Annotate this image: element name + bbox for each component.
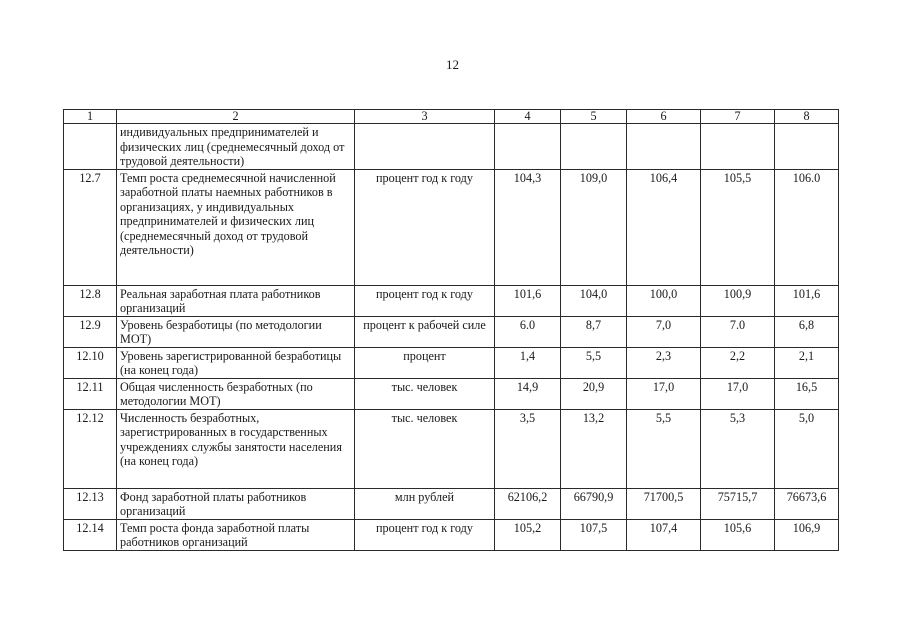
table-row: [64, 285, 839, 316]
indicator-cell: индивидуальных предпринимателей и физических лиц (среднемесячный доход от трудовой деятельности): [117, 124, 355, 170]
table-row: [64, 488, 839, 519]
value-cell-col7: 2,2: [701, 347, 775, 378]
indicator-cell: Уровень зарегистрированной безработицы (на конец года): [117, 347, 355, 378]
indicator-cell: Общая численность безработных (по методологии МОТ): [117, 378, 355, 409]
value-cell-col8: 106.0: [775, 169, 839, 285]
value-cell-col8: [775, 124, 839, 170]
value-cell-col4: 6.0: [495, 316, 561, 347]
value-cell-col6: 107,4: [627, 519, 701, 550]
header-cell: 4: [495, 110, 561, 124]
value-cell-col7: 75715,7: [701, 488, 775, 519]
header-cell: 6: [627, 110, 701, 124]
row-number-cell: 12.9: [64, 316, 117, 347]
row-number-cell: 12.10: [64, 347, 117, 378]
table-row: [64, 316, 839, 347]
value-cell-col7: [701, 124, 775, 170]
value-cell-col6: 2,3: [627, 347, 701, 378]
value-cell-col7: 7.0: [701, 316, 775, 347]
header-cell: 5: [561, 110, 627, 124]
header-cell: 7: [701, 110, 775, 124]
value-cell-col4: 1,4: [495, 347, 561, 378]
value-cell-col7: 5,3: [701, 409, 775, 488]
row-number-cell: 12.13: [64, 488, 117, 519]
table-row: [64, 378, 839, 409]
row-number-cell: 12.8: [64, 285, 117, 316]
indicator-cell: Численность безработных, зарегистрированных в государственных учреждениях службы занятости населения (на конец года): [117, 409, 355, 488]
header-cell: 3: [355, 110, 495, 124]
value-cell-col5: 5,5: [561, 347, 627, 378]
row-number-cell: 12.12: [64, 409, 117, 488]
data-table: [63, 109, 839, 551]
indicator-cell: Уровень безработицы (по методологии МОТ): [117, 316, 355, 347]
value-cell-col5: 109,0: [561, 169, 627, 285]
value-cell-col8: 106,9: [775, 519, 839, 550]
value-cell-col8: 2,1: [775, 347, 839, 378]
value-cell-col4: 104,3: [495, 169, 561, 285]
table-row: [64, 519, 839, 550]
unit-cell: процент год к году: [355, 519, 495, 550]
row-number-cell: 12.14: [64, 519, 117, 550]
value-cell-col7: 100,9: [701, 285, 775, 316]
row-number-cell: 12.11: [64, 378, 117, 409]
table-row: [64, 124, 839, 170]
value-cell-col6: 7,0: [627, 316, 701, 347]
value-cell-col4: 62106,2: [495, 488, 561, 519]
unit-cell: тыс. человек: [355, 378, 495, 409]
value-cell-col4: 105,2: [495, 519, 561, 550]
value-cell-col5: 13,2: [561, 409, 627, 488]
indicator-cell: Темп роста фонда заработной платы работников организаций: [117, 519, 355, 550]
indicator-cell: Темп роста среднемесячной начисленной заработной платы наемных работников в организациях, у индивидуальных предпринимателей и физических лиц (среднемесячный доход от трудовой деятельности): [117, 169, 355, 285]
header-cell: 1: [64, 110, 117, 124]
unit-cell: процент к рабочей силе: [355, 316, 495, 347]
value-cell-col5: 8,7: [561, 316, 627, 347]
row-number-cell: [64, 124, 117, 170]
indicator-cell: Фонд заработной платы работников организаций: [117, 488, 355, 519]
value-cell-col5: 66790,9: [561, 488, 627, 519]
value-cell-col5: 20,9: [561, 378, 627, 409]
unit-cell: процент год к году: [355, 285, 495, 316]
page-number: 12: [446, 57, 459, 72]
value-cell-col5: 104,0: [561, 285, 627, 316]
unit-cell: процент: [355, 347, 495, 378]
header-cell: 2: [117, 110, 355, 124]
unit-cell: [355, 124, 495, 170]
unit-cell: тыс. человек: [355, 409, 495, 488]
value-cell-col7: 17,0: [701, 378, 775, 409]
value-cell-col6: 5,5: [627, 409, 701, 488]
table-row: [64, 169, 839, 285]
value-cell-col8: 76673,6: [775, 488, 839, 519]
value-cell-col8: 5,0: [775, 409, 839, 488]
value-cell-col4: 14,9: [495, 378, 561, 409]
value-cell-col6: 100,0: [627, 285, 701, 316]
value-cell-col4: 101,6: [495, 285, 561, 316]
value-cell-col5: [561, 124, 627, 170]
indicator-cell: Реальная заработная плата работников организаций: [117, 285, 355, 316]
value-cell-col8: 16,5: [775, 378, 839, 409]
value-cell-col4: [495, 124, 561, 170]
value-cell-col6: 71700,5: [627, 488, 701, 519]
table-row: [64, 347, 839, 378]
value-cell-col4: 3,5: [495, 409, 561, 488]
row-number-cell: 12.7: [64, 169, 117, 285]
value-cell-col8: 101,6: [775, 285, 839, 316]
unit-cell: процент год к году: [355, 169, 495, 285]
header-cell: 8: [775, 110, 839, 124]
value-cell-col8: 6,8: [775, 316, 839, 347]
value-cell-col6: 17,0: [627, 378, 701, 409]
value-cell-col7: 105,6: [701, 519, 775, 550]
value-cell-col6: [627, 124, 701, 170]
value-cell-col6: 106,4: [627, 169, 701, 285]
value-cell-col5: 107,5: [561, 519, 627, 550]
table-header-row: [64, 110, 839, 124]
table-row: [64, 409, 839, 488]
value-cell-col7: 105,5: [701, 169, 775, 285]
unit-cell: млн рублей: [355, 488, 495, 519]
